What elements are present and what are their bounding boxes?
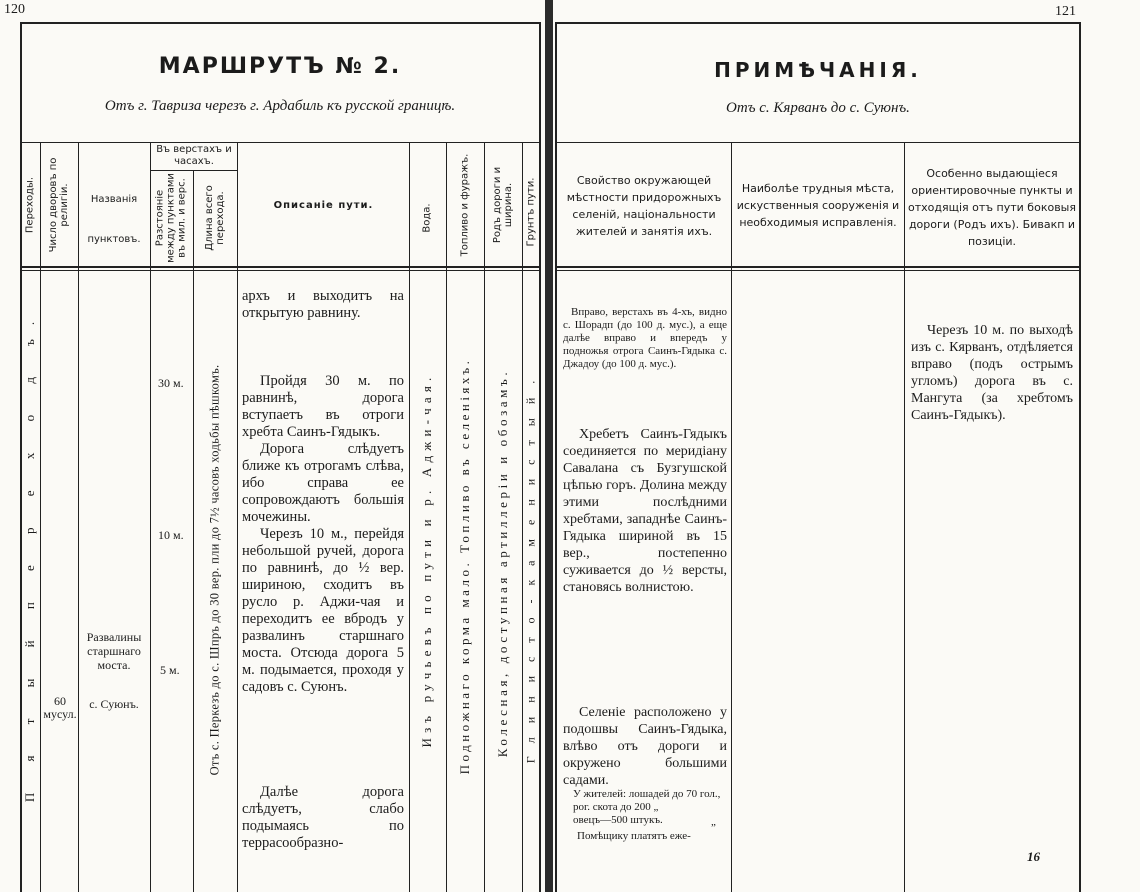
rod-dorogi-text: Колесная, доступная артиллеріи и обозамъ.	[495, 368, 510, 758]
distance-1: 30 м.	[158, 376, 184, 390]
opisanie-para-5: Далѣе дорога слѣдуетъ, слабо подымаясь по террасообразно-	[242, 784, 404, 851]
notes-header-top-rule	[555, 142, 1081, 143]
header-grunt: Грунтъ пути.	[525, 177, 537, 247]
notes-header-col1: Свойство окружающей мѣстности придорожныхъ селеній, національности жителей и занятія ихъ.	[566, 174, 722, 238]
note-ridge: Хребетъ Саинъ-Гядыкъ соединяется по меридіану Савалана съ Бузгушской цѣпью горъ. Долина между этими послѣдними хребтами, западнѣе Саинъ-Гядыка шириной въ 15 вер., постепенно суживается до ½ версты, становясь волнистою.	[563, 427, 727, 595]
grunt-text: Глинисто-каменистый.	[523, 366, 538, 764]
opisanie-para-1: архъ и выходитъ на открытую равнину.	[242, 288, 404, 321]
header-toplivo: Топливо и фуражъ.	[459, 153, 471, 257]
col-line-8	[484, 142, 485, 892]
dlina-perekhoda-text: Отъ с. Перкезъ до с. Шпръ до 30 вер. пли до 7½ часовъ ходьбы пѣшкомъ.	[207, 364, 222, 776]
header-chislo-dvorov: Число дворовъ по религіи.	[48, 157, 70, 253]
frame-top-line	[20, 22, 540, 24]
note-livestock-2: овецъ—500 штукъ.	[573, 814, 663, 826]
route-subtitle: Отъ г. Тавриза черезъ г. Ардабиль къ русской границѣ.	[104, 98, 456, 114]
notes-subtitle: Отъ с. Кярванъ до с. Суюнъ.	[726, 100, 910, 116]
dvory-count: 60 мусул.	[43, 694, 77, 721]
header-rod-dorogi: Родъ дороги и ширина.	[492, 166, 514, 244]
notes-header-col2: Наиболѣе трудныя мѣста, искуственныя сооруженія и необходимыя исправленія.	[736, 182, 900, 229]
header-bottom-rule-2	[20, 270, 540, 271]
notes-frame-right	[1079, 22, 1081, 892]
header-versty-group: Въ верстахъ и часахъ.	[156, 144, 232, 167]
header-bottom-rule	[20, 266, 540, 268]
voda-text: Изъ ручьевъ по пути и р. Аджи-чая.	[419, 372, 434, 748]
col-line-3	[150, 142, 151, 892]
distance-3: 5 м.	[160, 663, 180, 677]
col-line-5	[237, 142, 238, 892]
note-livestock-ditto: „	[711, 816, 716, 828]
header-top-rule	[20, 142, 540, 143]
header-perekhody: Переходы.	[24, 176, 36, 234]
note-livestock-1: У жителей: лошадей до 70 гол., рог. скота до 200 „	[573, 788, 721, 813]
toplivo-text: Подножнаго корма мало. Топливо въ селеніяхъ.	[457, 357, 472, 775]
note-side-road: Черезъ 10 м. по выходѣ изъ с. Кярванъ, отдѣляется вправо (подъ острымъ угломъ) дорога въ с. Мангута (за хребтомъ Саинъ-Гядыкъ).	[911, 323, 1073, 423]
header-opisanie: Описаніе пути.	[273, 200, 374, 211]
header-dlina: Длина всего перехода.	[204, 185, 226, 251]
notes-header-bottom-rule-2	[555, 270, 1081, 271]
header-nazvaniya: Названія пунктовъ.	[87, 194, 141, 245]
note-landlord: Помѣщику платятъ еже-	[577, 830, 691, 842]
col-line-4	[193, 170, 194, 892]
notes-header-bottom-rule	[555, 266, 1081, 268]
punkt-ruins: Развалины старшнаго моста.	[86, 630, 142, 672]
book-gutter	[545, 0, 553, 892]
right-page-number: 121	[1055, 4, 1076, 19]
left-page	[0, 0, 545, 892]
note-villages-right: Вправо, верстахъ въ 4-хъ, видно с. Шорадп (до 100 д. мус.), а еще далѣе вправо и впередъ у подножья отрога Саинъ-Гядыка с. Джадоу (до 100 д. мус.).	[563, 306, 727, 370]
opisanie-para-2: Пройдя 30 м. по равнинѣ, дорога вступаетъ въ отроги хребта Саинъ-Гядыкъ.	[242, 373, 404, 440]
left-page-number: 120	[4, 2, 25, 17]
notes-col-line-1	[731, 142, 732, 892]
notes-title: ПРИМѢЧАНІЯ.	[714, 58, 922, 82]
opisanie-para-3: Дорога слѣдуетъ ближе къ отрогамъ слѣва, ибо справа ее сопровождаютъ большія мочежины.	[242, 441, 404, 525]
notes-frame-top	[555, 22, 1081, 24]
header-rasstoyanie: Разстояніе между пунктами въ мил. и верс.	[154, 173, 188, 263]
notes-header-col3: Особенно выдающіеся ориентировочные пункты и отходящія отъ пути боковыя дороги (Родъ ихъ). Бивакп и позиціи.	[908, 167, 1076, 248]
header-voda: Вода.	[421, 203, 433, 233]
frame-right-line	[539, 22, 541, 892]
col-line-6	[409, 142, 410, 892]
route-title: МАРШРУТЪ № 2.	[158, 54, 402, 79]
notes-col-line-2	[904, 142, 905, 892]
notes-frame-left	[555, 22, 557, 892]
col-line-7	[446, 142, 447, 892]
right-page	[553, 0, 1140, 892]
punkt-suyun: с. Суюнъ.	[89, 697, 139, 711]
perekhod-label: П я т ы й п е р е х о д ъ.	[22, 307, 37, 803]
col-line-1	[40, 142, 41, 892]
opisanie-para-4: Черезъ 10 м., перейдя небольшой ручей, дорога по равнинѣ, до ½ вер. шириною, сходитъ въ русло р. Аджи-чая и переходитъ ее вбродъ у развалинъ старшнаго моста. Отсюда дорога 5 м. подымается, проходя у садовъ с. Суюнъ.	[242, 526, 404, 695]
distance-2: 10 м.	[158, 528, 184, 542]
note-settlement: Селеніе расположено у подошвы Саинъ-Гядыка, влѣво отъ дороги и окружено большими садами.	[563, 705, 727, 788]
signature-mark: 16	[1027, 849, 1040, 864]
col-line-2	[78, 142, 79, 892]
